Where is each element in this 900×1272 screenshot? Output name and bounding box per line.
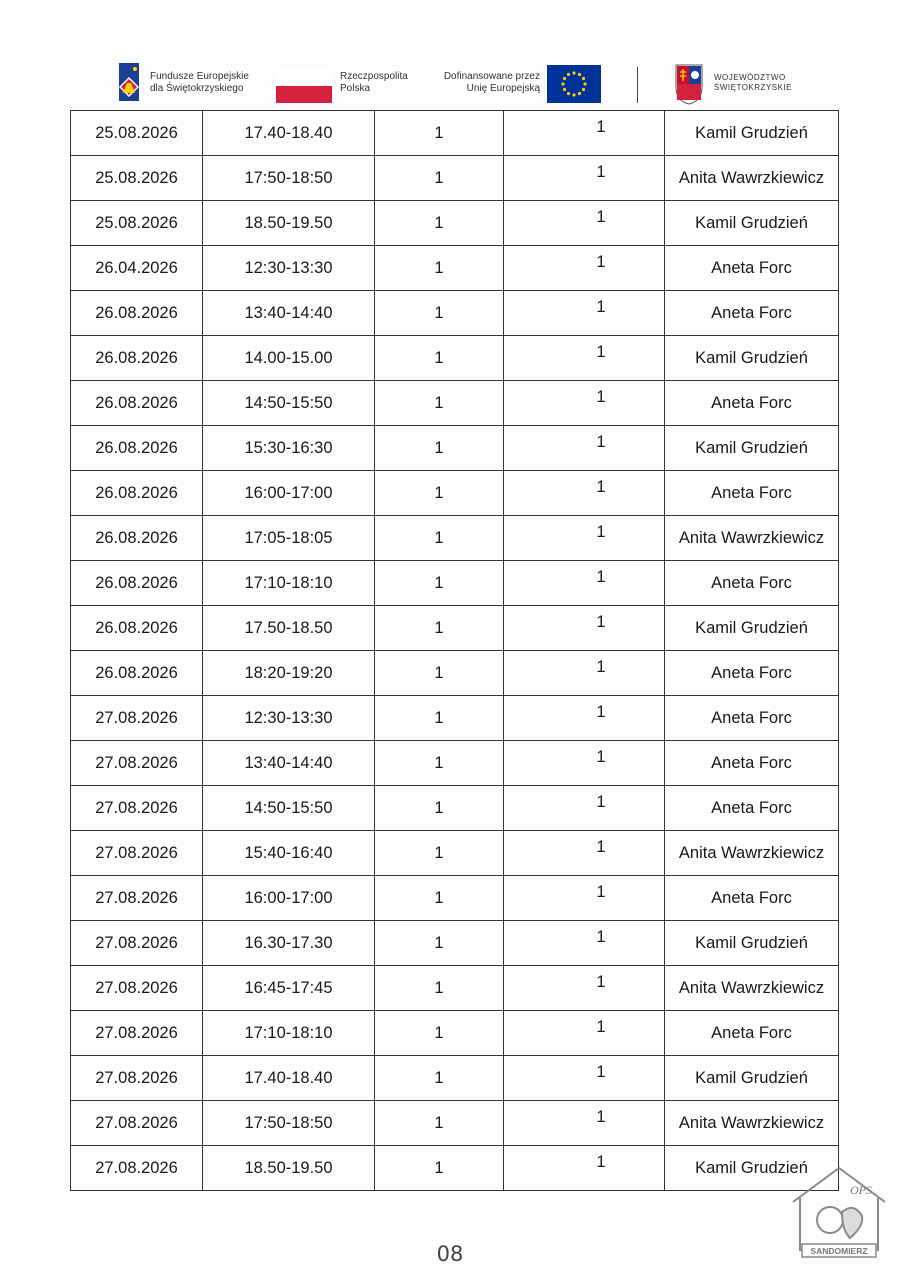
count-cell-2 (504, 966, 665, 1011)
date-cell: 27.08.2026 (71, 831, 203, 876)
count-cell-2 (504, 381, 665, 426)
woj-line-2: ŚWIĘTOKRZYSKIE (714, 83, 792, 92)
count-cell: 1 (375, 966, 504, 1011)
staff-name-cell: Aneta Forc (665, 741, 839, 786)
time-cell: 13:40-14:40 (203, 741, 375, 786)
stamp-sandomierz-text: SANDOMIERZ (810, 1246, 868, 1256)
time-cell: 16:45-17:45 (203, 966, 375, 1011)
count-cell-2 (504, 696, 665, 741)
staff-name-cell: Aneta Forc (665, 651, 839, 696)
count-value: 1 (596, 1062, 606, 1081)
count-cell: 1 (375, 1146, 504, 1191)
time-cell: 18:20-19:20 (203, 651, 375, 696)
count-cell: 1 (375, 1011, 504, 1056)
staff-name-cell: Aneta Forc (665, 291, 839, 336)
count-value: 1 (596, 927, 606, 946)
table-row (71, 561, 839, 606)
table-row (71, 741, 839, 786)
staff-name-cell: Aneta Forc (665, 696, 839, 741)
count-value: 1 (596, 882, 606, 901)
time-cell: 18.50-19.50 (203, 201, 375, 246)
fe-line-1: Fundusze Europejskie (150, 71, 249, 82)
fe-line-2: dla Świętokrzyskiego (150, 83, 244, 94)
count-value: 1 (596, 702, 606, 721)
count-cell-2 (504, 921, 665, 966)
date-cell: 26.08.2026 (71, 651, 203, 696)
staff-name-cell: Kamil Grudzień (665, 1056, 839, 1101)
count-cell-2 (504, 1056, 665, 1101)
date-cell: 26.08.2026 (71, 561, 203, 606)
date-cell: 26.08.2026 (71, 471, 203, 516)
funding-logos-header (110, 55, 800, 110)
pl-line-2: Polska (340, 83, 371, 94)
table-row (71, 876, 839, 921)
time-cell: 17:05-18:05 (203, 516, 375, 561)
fundusze-europejskie-logo-icon (115, 57, 143, 105)
count-cell-2 (504, 1146, 665, 1191)
count-value: 1 (596, 342, 606, 361)
count-value: 1 (596, 297, 606, 316)
staff-name-cell: Aneta Forc (665, 876, 839, 921)
count-value: 1 (596, 792, 606, 811)
stamp-ops-text: OPS (850, 1183, 872, 1197)
date-cell: 27.08.2026 (71, 921, 203, 966)
count-cell: 1 (375, 651, 504, 696)
date-cell: 26.08.2026 (71, 516, 203, 561)
count-value: 1 (596, 612, 606, 631)
woj-line-1: WOJEWÓDZTWO (714, 73, 786, 82)
count-value: 1 (596, 162, 606, 181)
table-row (71, 1056, 839, 1101)
table-row (71, 966, 839, 1011)
header-divider (637, 67, 638, 103)
time-cell: 17:50-18:50 (203, 1101, 375, 1146)
time-cell: 13:40-14:40 (203, 291, 375, 336)
count-cell: 1 (375, 741, 504, 786)
swietokrzyskie-crest-icon (674, 61, 704, 105)
count-cell: 1 (375, 786, 504, 831)
time-cell: 17:10-18:10 (203, 561, 375, 606)
count-value: 1 (596, 477, 606, 496)
eu-line-2: Unię Europejską (466, 83, 540, 94)
time-cell: 18.50-19.50 (203, 1146, 375, 1191)
count-cell-2 (504, 831, 665, 876)
eu-flag-icon (547, 65, 601, 103)
count-cell: 1 (375, 291, 504, 336)
table-row (71, 201, 839, 246)
table-row (71, 651, 839, 696)
count-cell-2 (504, 1101, 665, 1146)
table-row (71, 246, 839, 291)
date-cell: 26.08.2026 (71, 381, 203, 426)
count-value: 1 (596, 432, 606, 451)
count-value: 1 (596, 567, 606, 586)
count-cell-2 (504, 111, 665, 156)
staff-name-cell: Kamil Grudzień (665, 111, 839, 156)
count-cell: 1 (375, 381, 504, 426)
time-cell: 14:50-15:50 (203, 381, 375, 426)
staff-name-cell: Anita Wawrzkiewicz (665, 1101, 839, 1146)
date-cell: 27.08.2026 (71, 1056, 203, 1101)
table-row (71, 1146, 839, 1191)
count-cell: 1 (375, 201, 504, 246)
schedule-table (70, 110, 839, 1191)
count-cell: 1 (375, 516, 504, 561)
count-cell-2 (504, 156, 665, 201)
time-cell: 17:50-18:50 (203, 156, 375, 201)
staff-name-cell: Anita Wawrzkiewicz (665, 966, 839, 1011)
count-cell-2 (504, 246, 665, 291)
count-value: 1 (596, 522, 606, 541)
date-cell: 25.08.2026 (71, 201, 203, 246)
time-cell: 14:50-15:50 (203, 786, 375, 831)
time-cell: 17.50-18.50 (203, 606, 375, 651)
count-value: 1 (596, 747, 606, 766)
date-cell: 27.08.2026 (71, 1146, 203, 1191)
time-cell: 14.00-15.00 (203, 336, 375, 381)
count-cell-2 (504, 516, 665, 561)
time-cell: 17.40-18.40 (203, 1056, 375, 1101)
staff-name-cell: Aneta Forc (665, 561, 839, 606)
date-cell: 27.08.2026 (71, 1101, 203, 1146)
staff-name-cell: Kamil Grudzień (665, 426, 839, 471)
count-cell-2 (504, 1011, 665, 1056)
count-cell: 1 (375, 561, 504, 606)
page-number: 08 (436, 1242, 464, 1266)
time-cell: 17.40-18.40 (203, 111, 375, 156)
count-cell-2 (504, 876, 665, 921)
date-cell: 27.08.2026 (71, 696, 203, 741)
count-value: 1 (596, 1152, 606, 1171)
time-cell: 15:30-16:30 (203, 426, 375, 471)
count-cell: 1 (375, 426, 504, 471)
time-cell: 16:00-17:00 (203, 471, 375, 516)
staff-name-cell: Kamil Grudzień (665, 921, 839, 966)
table-row (71, 516, 839, 561)
count-value: 1 (596, 657, 606, 676)
count-value: 1 (596, 252, 606, 271)
table-row (71, 921, 839, 966)
count-cell: 1 (375, 606, 504, 651)
count-cell: 1 (375, 471, 504, 516)
count-cell: 1 (375, 876, 504, 921)
table-row (71, 156, 839, 201)
count-value: 1 (596, 1017, 606, 1036)
count-value: 1 (596, 837, 606, 856)
count-cell-2 (504, 291, 665, 336)
count-cell: 1 (375, 336, 504, 381)
count-cell-2 (504, 651, 665, 696)
date-cell: 26.08.2026 (71, 291, 203, 336)
date-cell: 26.08.2026 (71, 426, 203, 471)
staff-name-cell: Aneta Forc (665, 381, 839, 426)
staff-name-cell: Aneta Forc (665, 786, 839, 831)
time-cell: 12:30-13:30 (203, 246, 375, 291)
count-cell: 1 (375, 921, 504, 966)
table-row (71, 381, 839, 426)
count-value: 1 (596, 1107, 606, 1126)
count-cell-2 (504, 201, 665, 246)
table-row (71, 1101, 839, 1146)
time-cell: 12:30-13:30 (203, 696, 375, 741)
date-cell: 25.08.2026 (71, 156, 203, 201)
table-row (71, 606, 839, 651)
staff-name-cell: Aneta Forc (665, 1011, 839, 1056)
count-cell-2 (504, 786, 665, 831)
count-value: 1 (596, 207, 606, 226)
table-row (71, 426, 839, 471)
staff-name-cell: Kamil Grudzień (665, 201, 839, 246)
time-cell: 15:40-16:40 (203, 831, 375, 876)
staff-name-cell: Anita Wawrzkiewicz (665, 156, 839, 201)
staff-name-cell: Aneta Forc (665, 471, 839, 516)
count-value: 1 (596, 117, 606, 136)
table-row (71, 1011, 839, 1056)
date-cell: 26.08.2026 (71, 336, 203, 381)
table-row (71, 336, 839, 381)
eu-line-1: Dofinansowane przez (443, 71, 540, 82)
schedule-table-body (71, 111, 839, 1191)
count-cell-2 (504, 426, 665, 471)
count-cell: 1 (375, 831, 504, 876)
count-cell-2 (504, 336, 665, 381)
date-cell: 27.08.2026 (71, 786, 203, 831)
table-row (71, 291, 839, 336)
count-value: 1 (596, 387, 606, 406)
table-row (71, 111, 839, 156)
staff-name-cell: Kamil Grudzień (665, 606, 839, 651)
count-cell: 1 (375, 1056, 504, 1101)
table-row (71, 471, 839, 516)
time-cell: 16:00-17:00 (203, 876, 375, 921)
count-cell: 1 (375, 1101, 504, 1146)
count-cell: 1 (375, 156, 504, 201)
polish-flag-icon (276, 69, 332, 103)
date-cell: 26.08.2026 (71, 606, 203, 651)
pl-line-1: Rzeczpospolita (340, 71, 408, 82)
time-cell: 16.30-17.30 (203, 921, 375, 966)
date-cell: 27.08.2026 (71, 1011, 203, 1056)
table-row (71, 786, 839, 831)
count-cell-2 (504, 471, 665, 516)
count-cell-2 (504, 741, 665, 786)
staff-name-cell: Anita Wawrzkiewicz (665, 516, 839, 561)
date-cell: 27.08.2026 (71, 966, 203, 1011)
date-cell: 27.08.2026 (71, 876, 203, 921)
staff-name-cell: Aneta Forc (665, 246, 839, 291)
date-cell: 26.04.2026 (71, 246, 203, 291)
count-cell: 1 (375, 246, 504, 291)
staff-name-cell: Kamil Grudzień (665, 1146, 839, 1191)
date-cell: 25.08.2026 (71, 111, 203, 156)
time-cell: 17:10-18:10 (203, 1011, 375, 1056)
count-cell: 1 (375, 111, 504, 156)
count-cell-2 (504, 606, 665, 651)
date-cell: 27.08.2026 (71, 741, 203, 786)
count-value: 1 (596, 972, 606, 991)
count-cell-2 (504, 561, 665, 606)
staff-name-cell: Kamil Grudzień (665, 336, 839, 381)
staff-name-cell: Anita Wawrzkiewicz (665, 831, 839, 876)
table-row (71, 831, 839, 876)
table-row (71, 696, 839, 741)
ops-sandomierz-stamp-icon (790, 1160, 888, 1260)
count-cell: 1 (375, 696, 504, 741)
